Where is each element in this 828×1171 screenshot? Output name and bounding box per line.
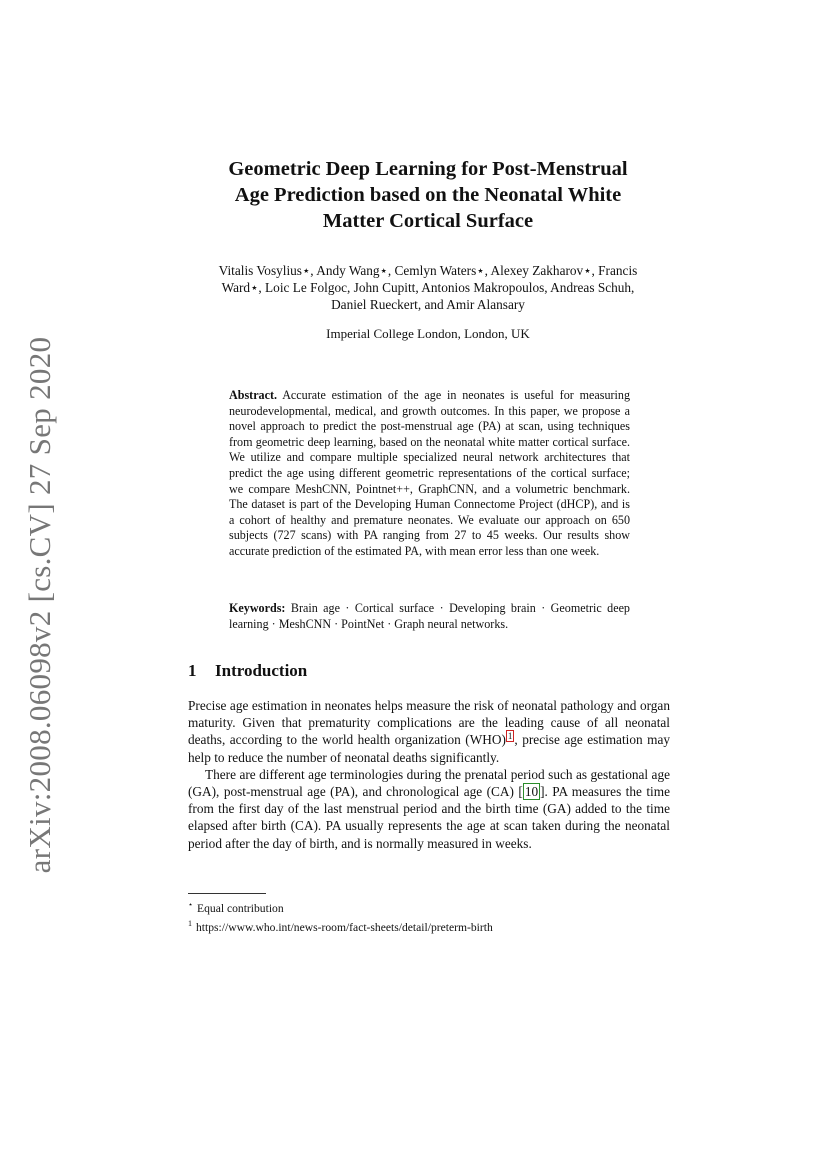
paragraph-text: , precise age estimation may help to reduce the number of neonatal deaths significantly.: [188, 732, 671, 765]
paragraph-text: Precise age estimation in neonates helps measure the risk of neonatal pathology and organ maturity. Given that prematurity complications are the leading cause of all neonatal deaths, according to the world health organization (WHO): [188, 698, 670, 748]
footnote-url[interactable]: https://www.who.int/news-room/fact-sheets/detail/preterm-birth: [196, 920, 493, 934]
arxiv-identifier-sidebar: [20, 336, 60, 874]
footnote: [188, 916, 670, 935]
paragraph: There are different age terminologies during the prenatal period such as gestational age (GA), post-menstrual age (PA), and chronological age (CA) [ 10 ]. PA measures the time from the first day of the last menstrual period and the birth time (GA) added to the time elapsed after birth (CA). PA usually represents the age at scan taken during the neonatal period after the day of birth, and is normally measured in weeks.: [188, 766, 670, 851]
arxiv-identifier-text: arXiv:2008.06098v2 [cs.CV] 27 Sep 2020: [22, 336, 57, 874]
author-line: Vitalis Vosylius⋆, Andy Wang⋆, Cemlyn Waters⋆, Alexey Zakharov⋆, Francis: [218, 263, 638, 278]
keywords-text: Brain age · Cortical surface · Developing brain · Geometric deep learning · MeshCNN · PointNet · Graph neural networks.: [229, 601, 630, 631]
footnote-mark: ⋆: [188, 900, 194, 909]
title-line: Geometric Deep Learning for Post-Menstrual: [228, 158, 628, 180]
keywords: [229, 601, 630, 632]
paragraph-text: There are different age terminologies during the prenatal period such as gestational age (GA), post-menstrual age (PA), and chronological age (CA): [188, 766, 670, 800]
footnote-mark: 1: [188, 918, 192, 928]
affiliation: Imperial College London, London, UK: [326, 326, 530, 341]
abstract: [229, 388, 630, 560]
footnote-divider: [188, 893, 266, 894]
section-number: 1: [188, 661, 197, 680]
footnote: [188, 897, 670, 916]
author-line: Daniel Rueckert, and Amir Alansary: [331, 297, 525, 312]
keywords-label: Keywords:: [229, 601, 286, 615]
section-heading: [188, 661, 307, 681]
author-line: Ward⋆, Loic Le Folgoc, John Cupitt, Antonios Makropoulos, Andreas Schuh,: [221, 280, 635, 295]
footnotes: [188, 897, 670, 935]
paragraph-text: . PA measures the time from the first day of the last menstrual period and the birth time (GA) added to the time elapsed after birth (CA). PA usually represents the age at scan taken during the neonatal period after the day of birth, and is normally measured in weeks.: [188, 784, 670, 851]
abstract-label: Abstract.: [229, 388, 278, 402]
section-title: Introduction: [215, 661, 308, 680]
paragraph: [188, 697, 670, 766]
citation-link[interactable]: 10: [524, 784, 539, 800]
title-line: Age Prediction based on the Neonatal White: [234, 184, 622, 206]
footnote-text: Equal contribution: [197, 901, 284, 915]
paper-title: [160, 156, 696, 234]
author-list: [176, 262, 680, 313]
title-line: Matter Cortical Surface: [322, 210, 534, 232]
section-body: [188, 697, 670, 852]
footnote-link[interactable]: 1: [507, 730, 513, 741]
abstract-text: Accurate estimation of the age in neonates is useful for measuring neurodevelopmental, medical, and growth outcomes. In this paper, we propose a novel approach to predict the post-menstrual age (PA) at scan, using techniques from geometric deep learning, based on the neonatal white matter cortical surface. We utilize and compare multiple specialized neural network architectures that predict the age using different geometric representations of the cortical surface; we compare MeshCNN, Pointnet++, GraphCNN, and a volumetric benchmark. The dataset is part of the Developing Human Connectome Project (dHCP), and is a cohort of healthy and premature neonates. We evaluate our approach on 650 subjects (727 scans) with PA ranging from 27 to 45 weeks. Our results show accurate prediction of the estimated PA, with mean error less than one week.: [229, 388, 630, 558]
